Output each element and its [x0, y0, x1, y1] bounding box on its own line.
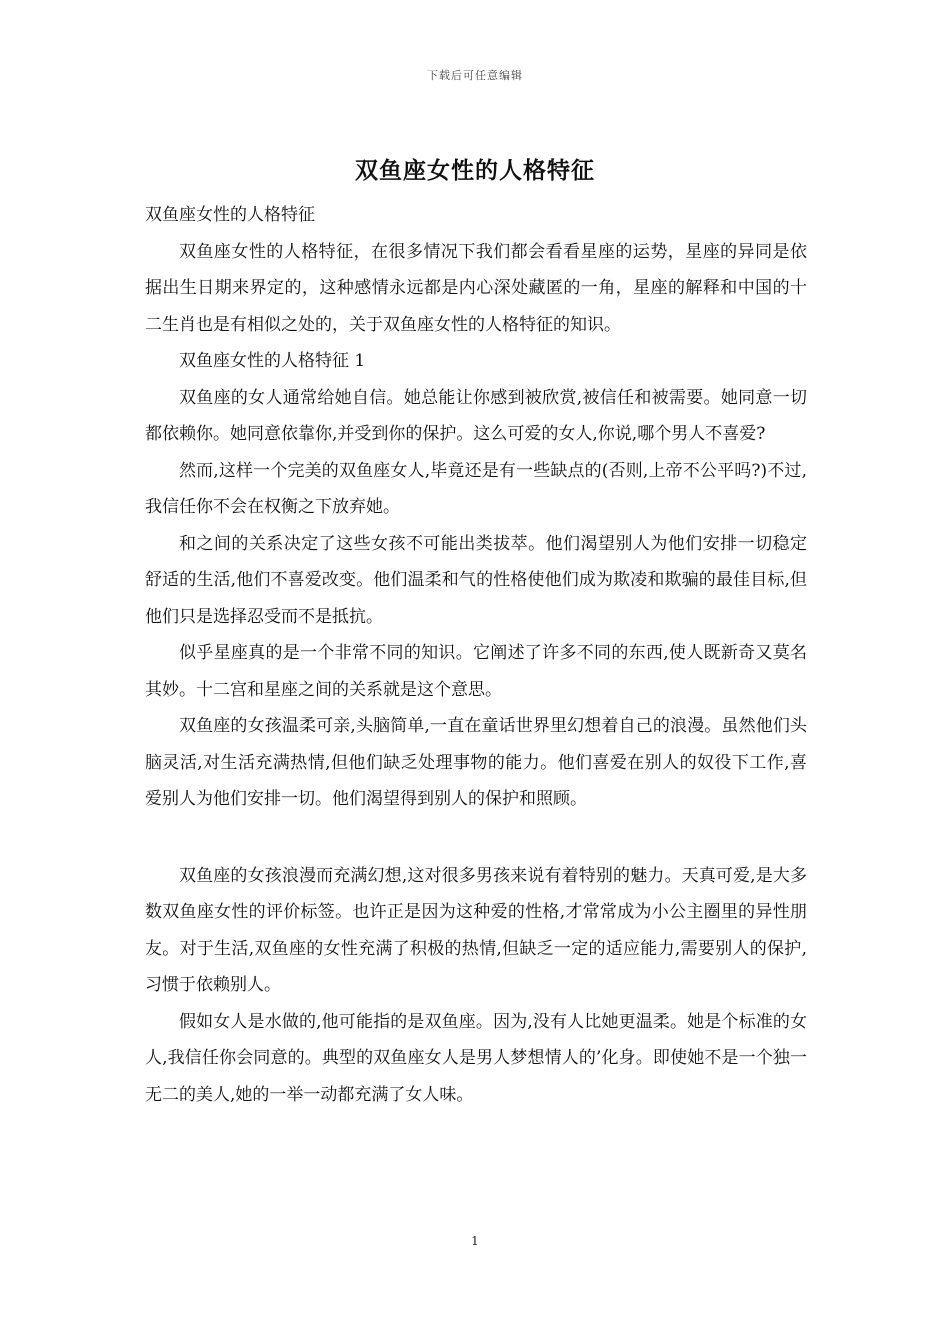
body-paragraph: 双鱼座的女人通常给她自信。她总能让你感到被欣赏,被信任和被需要。她同意一切都依赖你。她同意依靠你,并受到你的保护。这么可爱的女人,你说,哪个男人不喜爱? — [145, 387, 807, 444]
body-paragraph: 双鱼座的女孩浪漫而充满幻想,这对很多男孩来说有着特别的魅力。天真可爱,是大多数双鱼座女性的评价标签。也许正是因为这种爱的性格,才常常成为小公主圈里的异性朋友。对于生活,双鱼座的女性充满了积极的热情,但缺乏一定的适应能力,需要别人的保护,习惯于依赖别人。 — [145, 865, 807, 995]
document-title: 双鱼座女性的人格特征 — [355, 157, 595, 184]
body-paragraph: 似乎星座真的是一个非常不同的知识。它阐述了许多不同的东西,使人既新奇又莫名其妙。十二宫和星座之间的关系就是这个意思。 — [145, 643, 807, 700]
body-paragraph: 双鱼座的女孩温柔可亲,头脑简单,一直在童话世界里幻想着自己的浪漫。虽然他们头脑灵活,对生活充满热情,但他们缺乏处理事物的能力。他们喜爱在别人的奴役下工作,喜爱别人为他们安排一切。他们渴望得到别人的保护和照顾。 — [145, 716, 807, 809]
page-number: 1 — [471, 1234, 479, 1248]
page-header: 下载后可任意编辑 — [427, 69, 523, 82]
body-paragraph: 双鱼座女性的人格特征，在很多情况下我们都会看看星座的运势，星座的异同是依据出生日期来界定的，这种感情永远都是内心深处藏匿的一角，星座的解释和中国的十二生肖也是有相似之处的，关于双鱼座女性的人格特征的知识。 — [145, 241, 807, 335]
body-paragraph: 假如女人是水做的,他可能指的是双鱼座。因为,没有人比她更温柔。她是个标准的女人,我信任你会同意的。典型的双鱼座女人是男人梦想情人的’化身。即使她不是一个独一无二的美人,她的一举一动都充满了女人味。 — [145, 1011, 807, 1105]
subtitle-paragraph: 双鱼座女性的人格特征 — [145, 205, 315, 225]
body-paragraph: 然而,这样一个完美的双鱼座女人,毕竟还是有一些缺点的(否则,上帝不公平吗?)不过,我信任你不会在权衡之下放弃她。 — [145, 460, 807, 517]
document-body — [145, 197, 807, 1113]
section-heading: 双鱼座女性的人格特征 1 — [179, 351, 366, 371]
body-paragraph: 和之间的关系决定了这些女孩不可能出类拔萃。他们渴望别人为他们安排一切稳定舒适的生活,他们不喜爱改变。他们温柔和气的性格使他们成为欺凌和欺骗的最佳目标,但他们只是选择忍受而不是抵抗。 — [145, 533, 807, 627]
